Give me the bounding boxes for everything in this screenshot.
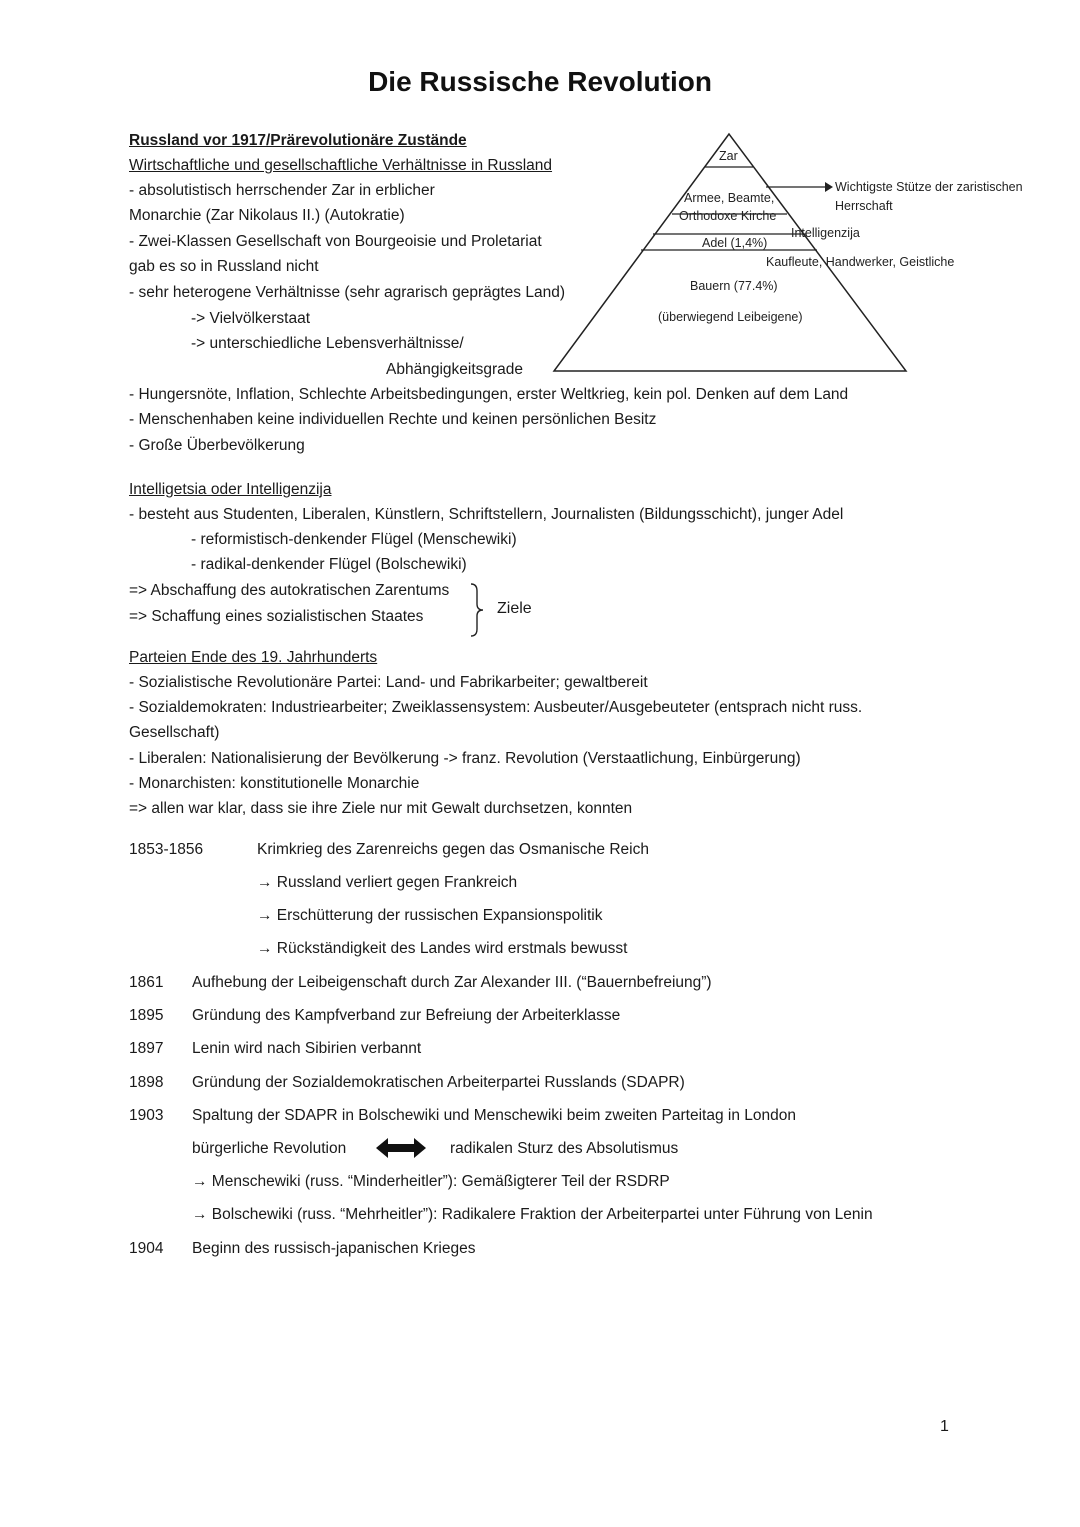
text-line: - Hungersnöte, Inflation, Schlechte Arbeitsbedingungen, erster Weltkrieg, kein pol. Denken auf dem Land [129, 386, 849, 403]
timeline-year: 1895 [129, 1007, 164, 1024]
page-title: Die Russische Revolution [368, 66, 712, 97]
text-line: - Sozialistische Revolutionäre Partei: Land- und Fabrikarbeiter; gewaltbereit [129, 674, 648, 691]
text-line: - absolutistisch herrschender Zar in erblicher [129, 182, 435, 199]
society-pyramid [540, 128, 1060, 378]
text-line: => allen war klar, dass sie ihre Ziele nur mit Gewalt durchsetzen, konnten [129, 800, 633, 817]
text-line: => Abschaffung des autokratischen Zarentums [129, 582, 450, 599]
text-line: Gesellschaft) [129, 724, 220, 741]
text-line-indented: Abhängigkeitsgrade [386, 361, 524, 378]
timeline-year: 1898 [129, 1074, 164, 1091]
pyramid-label-intelligenzija: Intelligenzija [791, 226, 860, 240]
pyramid-label-bauern: Bauern (77.4%) [690, 279, 778, 293]
timeline-year: 1861 [129, 974, 164, 991]
timeline-event: Spaltung der SDAPR in Bolschewiki und Menschewiki beim zweiten Parteitag in London [192, 1107, 796, 1124]
text-line: => Schaffung eines sozialistischen Staates [129, 608, 424, 625]
text-line-indented: -> Vielvölkerstaat [191, 310, 311, 327]
pyramid-shape [540, 128, 1060, 378]
section-heading-russia: Russland vor 1917/Prärevolutionäre Zustände [129, 132, 467, 149]
section-heading-parteien: Parteien Ende des 19. Jahrhunderts [129, 649, 378, 666]
pyramid-label-adel: Adel (1,4%) [702, 236, 768, 250]
ziele-label: Ziele [497, 600, 532, 617]
timeline-subpoint: → Rückständigkeit des Landes wird erstmals bewusst [257, 940, 628, 957]
text-line: - Liberalen: Nationalisierung der Bevölkerung -> franz. Revolution (Verstaatlichung, Einbürgerung) [129, 750, 801, 767]
timeline-contrast-left: bürgerliche Revolution [192, 1140, 347, 1157]
timeline-event: Gründung der Sozialdemokratischen Arbeiterpartei Russlands (SDAPR) [192, 1074, 685, 1091]
timeline-subpoint: → Menschewiki (russ. “Minderheitler”): Gemäßigterer Teil der RSDRP [192, 1173, 670, 1190]
text-line: - Menschenhaben keine individuellen Rechte und keinen persönlichen Besitz [129, 411, 657, 428]
timeline-year: 1904 [129, 1240, 164, 1257]
timeline-subpoint: → Russland verliert gegen Frankreich [257, 874, 518, 891]
pyramid-label-zar: Zar [719, 149, 738, 163]
section-subheading-conditions: Wirtschaftliche und gesellschaftliche Verhältnisse in Russland [129, 157, 553, 174]
text-line: - sehr heterogene Verhältnisse (sehr agrarisch geprägtes Land) [129, 284, 565, 301]
timeline-subpoint: → Erschütterung der russischen Expansionspolitik [257, 907, 603, 924]
pyramid-label-armee: Armee, Beamte, [684, 191, 775, 205]
text-line-indented: -> unterschiedliche Lebensverhältnisse/ [191, 335, 464, 352]
pyramid-label-kaufleute: Kaufleute, Handwerker, Geistliche [766, 255, 955, 269]
timeline-year: 1853-1856 [129, 841, 204, 858]
pyramid-label-leibeigene: (überwiegend Leibeigene) [658, 310, 803, 324]
text-line: - Monarchisten: konstitutionelle Monarchie [129, 775, 420, 792]
timeline-year: 1903 [129, 1107, 164, 1124]
pyramid-label-herrschaft: Herrschaft [835, 199, 893, 213]
timeline-event: Gründung des Kampfverband zur Befreiung der Arbeiterklasse [192, 1007, 621, 1024]
double-arrow-icon [376, 1136, 426, 1160]
text-line: - Sozialdemokraten: Industriearbeiter; Zweiklassensystem: Ausbeuter/Ausgebeuteter (entsprach nicht russ. [129, 699, 863, 716]
timeline-contrast-right: radikalen Sturz des Absolutismus [450, 1140, 679, 1157]
timeline-event: Lenin wird nach Sibirien verbannt [192, 1040, 422, 1057]
text-line: - Große Überbevölkerung [129, 437, 305, 454]
text-line-indented: - reformistisch-denkender Flügel (Menschewiki) [191, 531, 517, 548]
text-line-indented: - radikal-denkender Flügel (Bolschewiki) [191, 556, 467, 573]
timeline-event: Beginn des russisch-japanischen Krieges [192, 1240, 476, 1257]
text-line: - besteht aus Studenten, Liberalen, Künstlern, Schriftstellern, Journalisten (Bildungsschicht), junger Adel [129, 506, 844, 523]
timeline-subpoint: → Bolschewiki (russ. “Mehrheitler”): Radikalere Fraktion der Arbeiterpartei unter Führung von Lenin [192, 1206, 873, 1223]
text-line: gab es so in Russland nicht [129, 258, 319, 275]
timeline-year: 1897 [129, 1040, 164, 1057]
text-line: - Zwei-Klassen Gesellschaft von Bourgeoisie und Proletariat [129, 233, 542, 250]
pyramid-label-kirche: Orthodoxe Kirche [679, 209, 777, 223]
text-line: Monarchie (Zar Nikolaus II.) (Autokratie) [129, 207, 405, 224]
curly-brace-icon [468, 582, 488, 638]
timeline-event: Aufhebung der Leibeigenschaft durch Zar Alexander III. (“Bauernbefreiung”) [192, 974, 712, 991]
section-heading-intelligenzija: Intelligetsia oder Intelligenzija [129, 481, 332, 498]
pyramid-label-stuetze: Wichtigste Stütze der zaristischen [835, 180, 1023, 194]
page-number: 1 [940, 1418, 949, 1435]
timeline-event: Krimkrieg des Zarenreichs gegen das Osmanische Reich [257, 841, 649, 858]
